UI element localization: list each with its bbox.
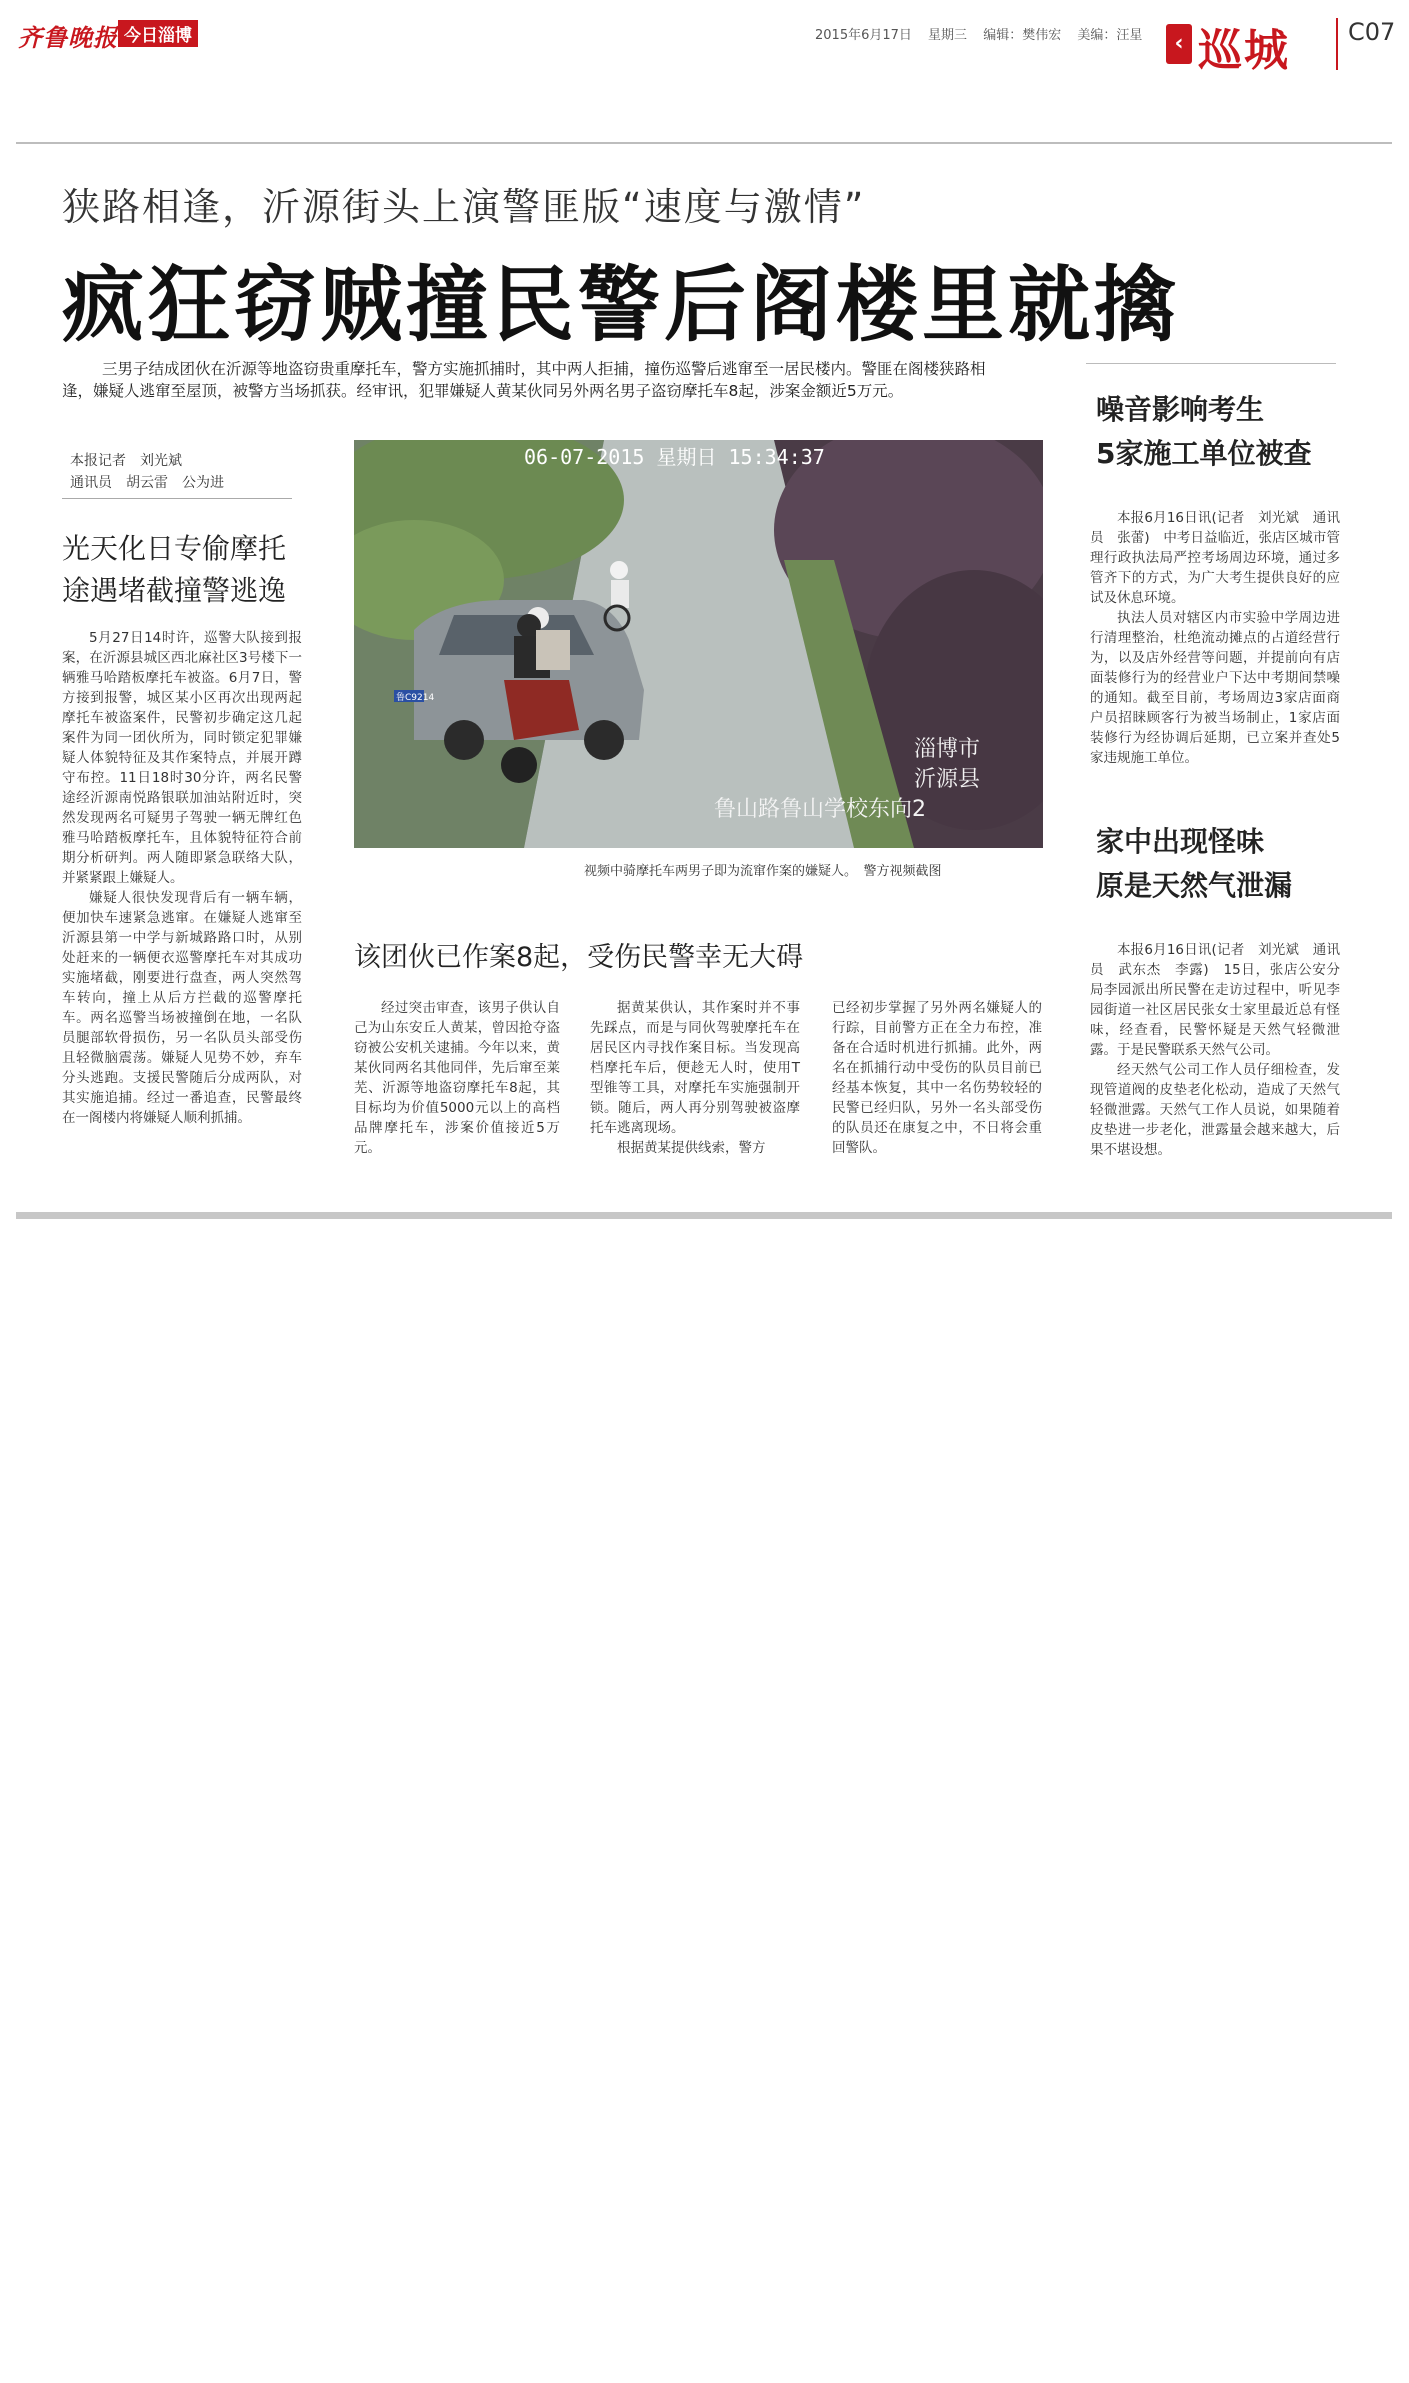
edition-tag: 今日淄博 bbox=[118, 20, 198, 47]
cctv-scene bbox=[354, 440, 1043, 848]
paragraph: 经天然气公司工作人员仔细检查，发现管道阀的皮垫老化松动，造成了天然气轻微泄露。天然气工作人员说，如果随着皮垫进一步老化，泄露量会越来越大，后果不堪设想。 bbox=[1090, 1062, 1340, 1158]
sidebar-2-body bbox=[1090, 940, 1340, 1160]
story-lead: 三男子结成团伙在沂源等地盗窃贵重摩托车，警方实施抓捕时，其中两人拒捕，撞伤巡警后逃窜至一居民楼内。警匪在阁楼狭路相逢，嫌疑人逃窜至屋顶，被警方当场抓获。经审讯，犯罪嫌疑人黄某伙同另外两名男子盗窃摩托车8起，涉案金额近5万元。 bbox=[62, 360, 986, 400]
story-headline: 疯狂窃贼撞民警后阁楼里就擒 bbox=[62, 258, 1181, 353]
designer-credit: 美编：汪星 bbox=[1077, 28, 1143, 43]
chevron-left-icon: ‹ bbox=[1166, 24, 1192, 64]
article-column-3 bbox=[590, 998, 800, 1158]
header-rule bbox=[16, 142, 1392, 144]
sidebar-2-headline-line1: 家中出现怪味 bbox=[1096, 825, 1265, 858]
sidebar-1-headline-line1: 噪音影响考生 bbox=[1096, 393, 1265, 426]
story-kicker: 狭路相逢，沂源街头上演警匪版“速度与激情” bbox=[62, 185, 866, 229]
byline-correspondent: 通讯员 胡云雷 公为进 bbox=[70, 475, 224, 491]
issue-meta bbox=[815, 24, 1154, 43]
sidebar-1-body bbox=[1090, 508, 1340, 768]
paragraph: 根据黄某提供线索，警方 bbox=[617, 1140, 766, 1156]
byline-reporter: 本报记者 刘光斌 bbox=[70, 453, 182, 469]
cctv-timestamp: 06-07-2015 星期日 15:34:37 bbox=[524, 445, 825, 469]
cctv-location-street: 鲁山路鲁山学校东向2 bbox=[714, 797, 926, 822]
editor-credit: 编辑：樊伟宏 bbox=[983, 28, 1062, 43]
article-column-2 bbox=[354, 998, 560, 1158]
issue-weekday: 星期三 bbox=[928, 28, 968, 43]
sidebar-1-headline bbox=[1096, 388, 1311, 476]
sidebar-1-headline-line2: 5家施工单位被查 bbox=[1096, 437, 1312, 470]
paragraph: 5月27日14时许，巡警大队接到报案，在沂源县城区西北麻社区3号楼下一辆雅马哈踏板摩托车被盗。6月7日，警方接到报警，城区某小区再次出现两起摩托车被盗案件，民警初步确定这几起案件为同一团伙所为，同时锁定犯罪嫌疑人体貌特征及其作案特点，并展开蹲守布控。11日18时30分许，两名民警途经沂源南悦路银联加油站附近时，突然发现两名可疑男子驾驶一辆无牌红色雅马哈踏板摩托车，且体貌特征符合前期分析研判。两人随即紧急联络大队，并紧紧跟上嫌疑人。 bbox=[62, 630, 302, 886]
cctv-location-county: 沂源县 bbox=[914, 767, 981, 792]
story-byline bbox=[70, 450, 224, 494]
newspaper-logo: 齐鲁晚报 bbox=[18, 23, 118, 52]
paragraph: 经过突击审查，该男子供认自己为山东安丘人黄某，曾因抢夺盗窃被公安机关逮捕。今年以来，黄某伙同两名其他同伴，先后窜至莱芜、沂源等地盗窃摩托车8起，其目标均为价值5000元以上的高档品牌摩托车，涉案价值接近5万元。 bbox=[354, 1000, 560, 1156]
article-column-1 bbox=[62, 628, 302, 1128]
paragraph: 本报6月16日讯(记者 刘光斌 通讯员 武东杰 李露) 15日，张店公安分局李园派出所民警在走访过程中，听见李园街道一社区居民张女士家里最近总有怪味，经查看，民警怀疑是天然气轻微泄露。于是民警联系天然气公司。 bbox=[1090, 942, 1340, 1058]
cctv-location-city: 淄博市 bbox=[914, 737, 981, 762]
footer-rule bbox=[16, 1212, 1392, 1219]
paragraph: 嫌疑人很快发现背后有一辆车辆，便加快车速紧急逃窜。在嫌疑人逃窜至沂源县第一中学与新城路路口时，从别处赶来的一辆便衣巡警摩托车对其成功实施堵截，刚要进行盘查，两人突然驾车转向，撞上从后方拦截的巡警摩托车。两名巡警当场被撞倒在地，一名队员腿部软骨损伤，另一名队员头部受伤且轻微脑震荡。嫌疑人见势不妙，弃车分头逃跑。支援民警随后分成两队，对其实施追捕。经过一番追查，民警最终在一阁楼内将嫌疑人顺利抓捕。 bbox=[62, 890, 302, 1126]
photo-caption: 视频中骑摩托车两男子即为流窜作案的嫌疑人。 警方视频截图 bbox=[584, 864, 942, 879]
paragraph: 本报6月16日讯(记者 刘光斌 通讯员 张蕾) 中考日益临近，张店区城市管理行政执法局严控考场周边环境，通过多管齐下的方式，为广大考生提供良好的应试及休息环境。 bbox=[1090, 510, 1340, 606]
page-number: C07 bbox=[1348, 18, 1396, 46]
cctv-photo bbox=[354, 440, 1043, 848]
section-title: 巡城 bbox=[1198, 25, 1290, 76]
divider bbox=[1086, 363, 1336, 364]
paragraph: 据黄某供认，其作案时并不事先踩点，而是与同伙驾驶摩托车在居民区内寻找作案目标。当发现高档摩托车后，便趁无人时，使用T型锥等工具，对摩托车实施强制开锁。随后，两人再分别驾驶被盗摩托车逃离现场。 bbox=[590, 1000, 800, 1136]
paragraph: 执法人员对辖区内市实验中学周边进行清理整治，杜绝流动摊点的占道经营行为，以及店外经营等问题，并提前向有店面装修行为的经营业户下达中考期间禁噪的通知。截至目前，考场周边3家店面商户员招睐顾客行为被当场制止，1家店面装修行为经协调后延期，已立案并查处5家违规施工单位。 bbox=[1090, 610, 1340, 766]
article-column-4 bbox=[832, 998, 1042, 1158]
license-plate: 鲁C9214 bbox=[396, 693, 435, 703]
divider bbox=[1336, 18, 1338, 70]
subhead-left: 光天化日专偷摩托途遇堵截撞警逃逸 bbox=[62, 532, 287, 607]
sidebar-2-headline bbox=[1096, 820, 1292, 908]
paragraph: 已经初步掌握了另外两名嫌疑人的行踪，目前警方正在全力布控，准备在合适时机进行抓捕。此外，两名在抓捕行动中受伤的队员目前已经基本恢复，其中一名伤势较轻的民警已经归队，另外一名头部受伤的队员还在康复之中，不日将会重回警队。 bbox=[832, 1000, 1042, 1156]
subhead-middle: 该团伙已作案8起，受伤民警幸无大碍 bbox=[354, 942, 804, 973]
issue-date: 2015年6月17日 bbox=[815, 28, 912, 43]
divider bbox=[62, 498, 292, 499]
sidebar-2-headline-line2: 原是天然气泄漏 bbox=[1096, 869, 1293, 902]
